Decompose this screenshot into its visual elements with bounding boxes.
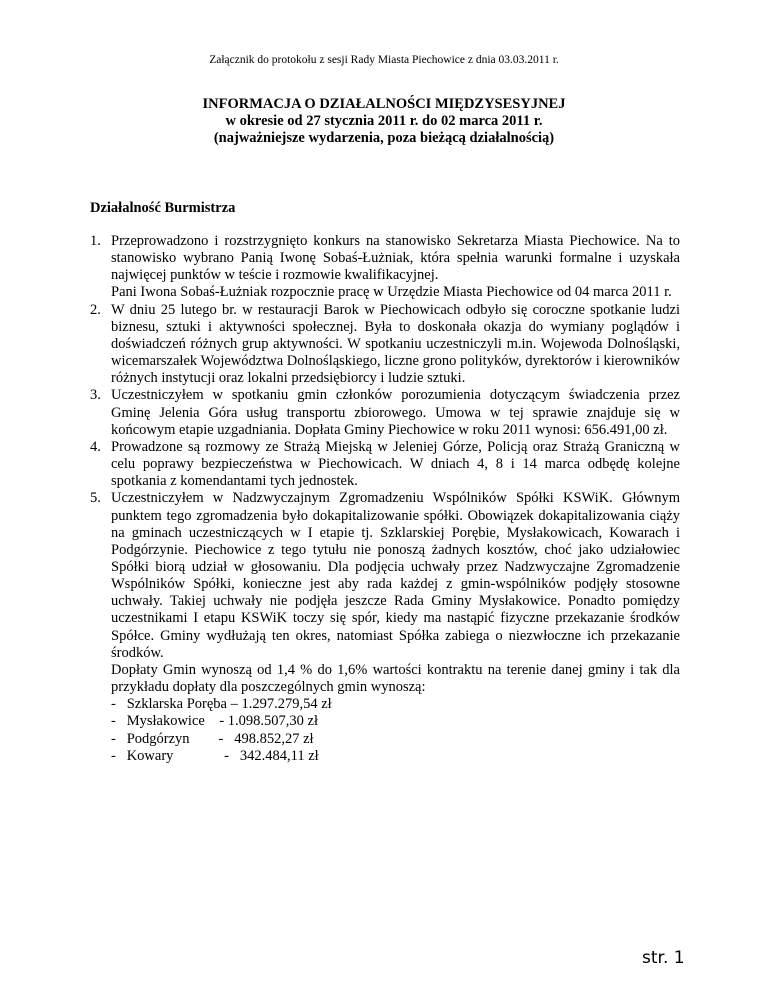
item-number: 1.: [90, 233, 101, 249]
item-number: 3.: [90, 387, 101, 404]
item-number: 2.: [90, 301, 101, 318]
item-number: 4.: [90, 438, 101, 455]
list-item: [90, 439, 680, 490]
list-item: [90, 387, 680, 438]
title-line-2: w okresie od 27 stycznia 2011 r. do 02 marca 2011 r.: [225, 113, 543, 129]
item-paragraph: Pani Iwona Sobaś-Łużniak rozpocznie pracę w Urzędzie Miasta Piechowice od 04 marca 2011 r.: [111, 284, 672, 301]
list-item: [90, 490, 680, 765]
fee-row: - Szklarska Poręba – 1.297.279,54 zł: [111, 696, 332, 713]
list-item: [90, 302, 680, 388]
title-line-3: (najważniejsze wydarzenia, poza bieżącą działalnością): [213, 130, 555, 146]
item-paragraph: Uczestniczyłem w spotkaniu gmin członków porozumienia dotyczącym świadczenia przez Gminę Jelenia Góra usług transportu zbiorowego. Umowa w tej sprawie znajduje się w końcowym etapie uzgadniania. Dopłata Gminy Piechowice w roku 2011 wynosi: 656.491,00 zł.: [111, 387, 680, 438]
activity-list: [90, 233, 680, 765]
municipality-fees-list: [111, 696, 680, 765]
attachment-note: Załącznik do protokołu z sesji Rady Miasta Piechowice z dnia 03.03.2011 r.: [209, 54, 559, 66]
fee-row: - Podgórzyn - 498.852,27 zł: [111, 730, 314, 747]
item-paragraph: Przeprowadzono i rozstrzygnięto konkurs na stanowisko Sekretarza Miasta Piechowice. Na to stanowisko wybrano Panią Iwonę Sobaś-Łużniak, która spełnia warunki formalne i uzyskała najwięcej punktów w teście i rozmowie kwalifikacyjnej.: [111, 233, 680, 284]
item-paragraph: Uczestniczyłem w Nadzwyczajnym Zgromadzeniu Wspólników Spółki KSWiK. Głównym punktem tego zgromadzenia było dokapitalizowanie spółki. Obowiązek dokapitalizowania ciąży na gminach uczestniczących w I etapie tj. Szklarskiej Porębie, Mysłakowicach, Kowarach i Podgórzynie. Piechowice z tego tytułu nie ponoszą żadnych kosztów, choć jako udziałowiec Spółki biorą udział w głosowaniu. Dla podjęcia uchwały przez Nadzwyczajne Zgromadzenie Wspólników Spółki, konieczne jest aby rada każdej z gmin-wspólników podjęły stosowne uchwały. Takiej uchwały nie podjęła jeszcze Rada Gminy Mysłakowice. Ponadto pomiędzy uczestnikami I etapu KSWiK toczy się spór, kiedy ma nastąpić fizyczne przekazanie środków Spółce. Gminy wydłużają ten okres, natomiast Spółka zabiega o niezwłoczne ich przekazanie środków.: [111, 490, 680, 661]
title-line-1: INFORMACJA O DZIAŁALNOŚCI MIĘDZYSESYJNEJ: [202, 96, 566, 112]
fee-row: - Mysłakowice - 1.098.507,30 zł: [111, 713, 318, 730]
item-paragraph: Dopłaty Gmin wynoszą od 1,4 % do 1,6% wartości kontraktu na terenie danej gminy i tak dla przykładu dopłaty dla poszczególnych gmin wynoszą:: [111, 661, 680, 696]
item-paragraph: Prowadzone są rozmowy ze Strażą Miejską w Jeleniej Górze, Policją oraz Strażą Graniczną w celu poprawy bezpieczeństwa w Piechowicach. W dniach 4, 8 i 14 marca odbędę kolejne spotkania z komendantami tych jednostek.: [111, 438, 680, 490]
page-number: str. 1: [642, 948, 685, 968]
fee-row: - Kowary - 342.484,11 zł: [111, 747, 319, 764]
list-item: [90, 233, 680, 302]
section-heading: Działalność Burmistrza: [90, 200, 236, 216]
item-number: 5.: [90, 490, 101, 507]
item-paragraph: W dniu 25 lutego br. w restauracji Barok w Piechowicach odbyło się coroczne spotkanie ludzi biznesu, sztuki i aktywności społecznej. Była to doskonała okazja do wymiany poglądów i doświadczeń różnych grup aktywności. W spotkaniu uczestniczyli m.in. Wojewoda Dolnośląski, wicemarszałek Województwa Dolnośląskiego, liczne grono polityków, dyrektorów i kierowników różnych instytucji oraz lokalni przedsiębiorcy i ludzie sztuki.: [111, 301, 680, 387]
document-title: [0, 96, 768, 147]
